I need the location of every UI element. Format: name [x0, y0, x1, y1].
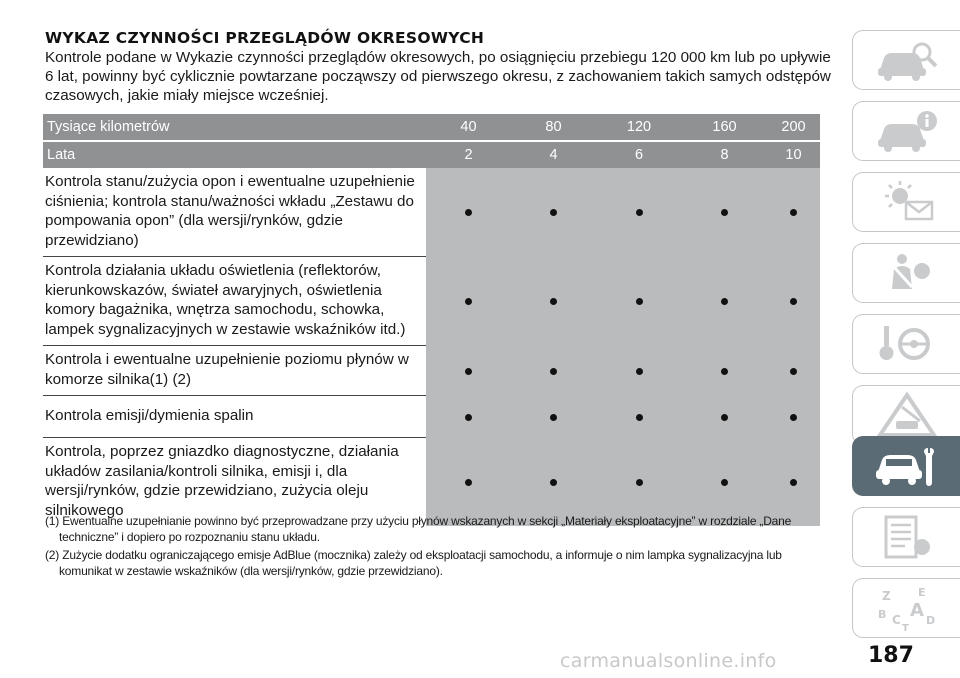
- check-dot-icon: [465, 209, 472, 216]
- task-description: Kontrola emisji/dymienia spalin: [43, 396, 426, 438]
- check-dot-icon: [721, 479, 728, 486]
- check-dot-icon: [790, 298, 797, 305]
- watermark: carmanualsonline.info: [560, 650, 777, 672]
- check-dot-icon: [636, 209, 643, 216]
- check-dot-icon: [721, 298, 728, 305]
- alphabet-index-icon: [872, 584, 942, 632]
- svg-text:E: E: [917, 586, 926, 599]
- tab-warning-lights[interactable]: [852, 172, 960, 232]
- tab-alphabet-index[interactable]: [852, 578, 960, 638]
- km-value: 120: [596, 114, 682, 141]
- check-dot-icon: [465, 368, 472, 375]
- task-description: Kontrola i ewentualne uzupełnienie poziomu płynów w komorze silnika(1) (2): [43, 346, 426, 396]
- tab-seatbelt-airbag[interactable]: [852, 243, 960, 303]
- task-description: Kontrola, poprzez gniazdko diagnostyczne, działania układów zasilania/kontroli silnika, emisji i, dla wersji/rynków, gdzie przewidziano, zużycia oleju silnikowego: [43, 438, 426, 527]
- check-dot-icon: [550, 414, 557, 421]
- check-dot-icon: [465, 414, 472, 421]
- year-value: 2: [426, 141, 511, 168]
- car-search-icon: [872, 36, 942, 84]
- footnote-1: (1) Ewentualne uzupełnianie powinno być przeprowadzane przy użyciu płynów wskazanych w sekcji „Materiały eksploatacyjne” w rozdziale „Dane techniczne” i dopiero po rozpoznaniu stanu układu.: [45, 514, 792, 544]
- svg-text:Z: Z: [881, 589, 891, 603]
- tab-key-steering[interactable]: [852, 314, 960, 374]
- year-value: 6: [596, 141, 682, 168]
- check-dot-icon: [550, 209, 557, 216]
- check-dot-icon: [721, 414, 728, 421]
- table-row: [43, 346, 820, 396]
- seatbelt-airbag-icon: [872, 249, 942, 297]
- year-value: 10: [767, 141, 820, 168]
- year-value: 8: [682, 141, 767, 168]
- task-description: Kontrola stanu/zużycia opon i ewentualne uzupełnienie ciśnienia; kontrola stanu/ważności wkładu „Zestawu do pompowania opon” (dla wersji/rynków, gdzie przewidziano): [43, 168, 426, 257]
- check-dot-icon: [790, 414, 797, 421]
- check-dot-icon: [790, 368, 797, 375]
- key-steering-icon: [872, 320, 942, 368]
- km-header-label: Tysiące kilometrów: [43, 114, 426, 141]
- check-dot-icon: [721, 209, 728, 216]
- check-dot-icon: [550, 479, 557, 486]
- table-row: [43, 168, 820, 257]
- intro-paragraph: Kontrole podane w Wykazie czynności przeglądów okresowych, po osiągnięciu przebiegu 120 000 km lub po upływie 6 lat, powinny być cyklicznie powtarzane począwszy od pierwszego okresu, z zachowaniem takich samych odstępów czasowych, jakie miały miejsce wcześniej.: [45, 49, 831, 104]
- check-dot-icon: [636, 414, 643, 421]
- km-header-row: [43, 114, 820, 141]
- warning-lights-icon: [872, 178, 942, 226]
- years-header-label: Lata: [43, 141, 426, 168]
- check-dot-icon: [636, 298, 643, 305]
- km-value: 40: [426, 114, 511, 141]
- task-description: Kontrola działania układu oświetlenia (reflektorów, kierunkowskazów, świateł awaryjnych, oświetlenia komory bagażnika, wnętrza samochodu, schowka, lampek sygnalizacyjnych w zestawie wskaźników itd.): [43, 257, 426, 346]
- check-dot-icon: [465, 298, 472, 305]
- footnote-2: (2) Zużycie dodatku ograniczającego emisje AdBlue (mocznika) zależy od eksploatacji samochodu, a informuje o nim lampka sygnalizacyjna lub komunikat w zestawie wskaźników (dla wersji/rynków, gdzie przewidziano).: [45, 548, 782, 578]
- check-dot-icon: [721, 368, 728, 375]
- year-value: 4: [511, 141, 596, 168]
- check-dot-icon: [636, 368, 643, 375]
- svg-text:D: D: [925, 614, 935, 627]
- tab-car-search[interactable]: [852, 30, 960, 90]
- tab-car-service[interactable]: [852, 436, 960, 496]
- check-dot-icon: [550, 298, 557, 305]
- svg-text:C: C: [891, 613, 901, 627]
- svg-text:T: T: [901, 623, 909, 632]
- footnotes: [45, 513, 835, 581]
- years-header-row: [43, 141, 820, 168]
- page-number: 187: [868, 643, 914, 668]
- check-dot-icon: [550, 368, 557, 375]
- warning-triangle-icon: [872, 391, 942, 439]
- check-dot-icon: [790, 479, 797, 486]
- car-info-icon: [872, 107, 942, 155]
- tab-car-info[interactable]: [852, 101, 960, 161]
- km-value: 200: [767, 114, 820, 141]
- check-dot-icon: [465, 479, 472, 486]
- car-service-icon: [872, 442, 942, 490]
- page-title: WYKAZ CZYNNOŚCI PRZEGLĄDÓW OKRESOWYCH: [45, 29, 485, 47]
- km-value: 160: [682, 114, 767, 141]
- check-dot-icon: [636, 479, 643, 486]
- tab-specs-list[interactable]: [852, 507, 960, 567]
- svg-text:A: A: [909, 600, 924, 621]
- specs-list-icon: [872, 513, 942, 561]
- table-row: [43, 257, 820, 346]
- svg-text:B: B: [877, 608, 886, 621]
- km-value: 80: [511, 114, 596, 141]
- maintenance-table: [43, 114, 820, 526]
- table-row: [43, 396, 820, 438]
- check-dot-icon: [790, 209, 797, 216]
